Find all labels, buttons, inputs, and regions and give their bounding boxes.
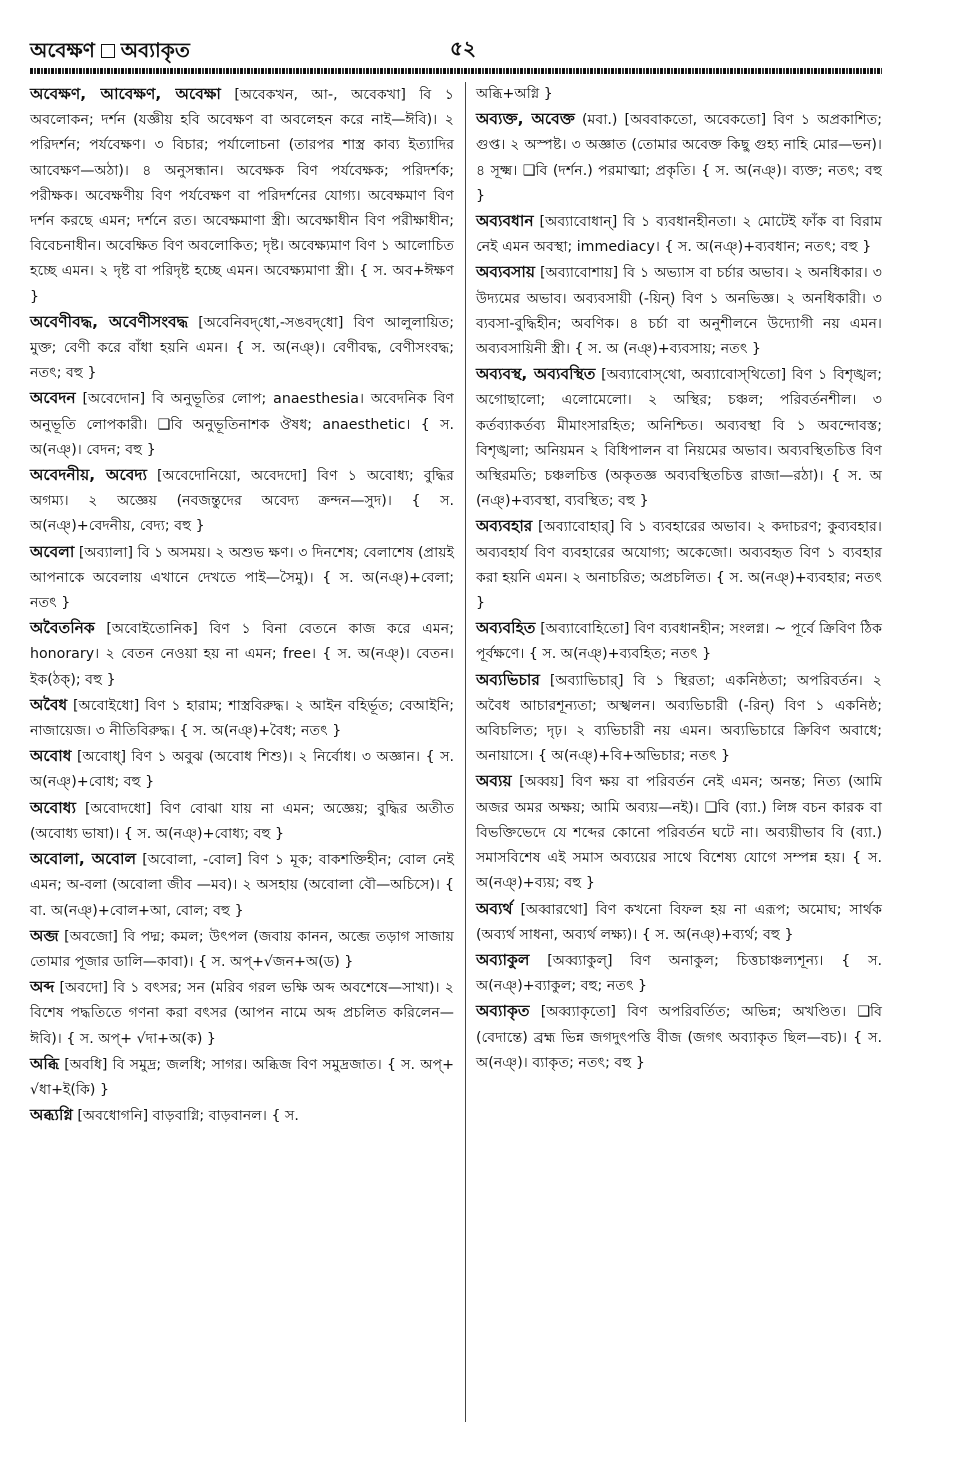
entry-definition: অব্ধি+অগ্নি } xyxy=(476,86,553,102)
dictionary-entry xyxy=(30,616,454,693)
entry-headword: অবেদনীয়, অবেদ্য xyxy=(30,466,147,485)
dictionary-entry xyxy=(476,260,882,362)
dictionary-entry xyxy=(30,540,454,617)
entry-headword: অব্যক্ত, অবেক্ত xyxy=(476,110,575,129)
entry-headword: অব্যবসায় xyxy=(476,263,536,282)
entry-definition: [অব্যাবোহার্] বি ১ ব্যবহারের অভাব। ২ কদাচরণ; কুব্যবহার। অব্যবহার্য বিণ ব্যবহারের অযোগ্য; অকেজো। অব্যবহৃত বিণ ১ ব্যবহার করা হয়নি এমন। ২ অনাচরিত; অপ্রচলিত। { স. অ(নঞ্)+ব্যবহার; নতৎ } xyxy=(476,519,883,612)
entry-headword: অব্ধ্যগ্নি xyxy=(30,1106,73,1125)
entry-definition: [অব্যাবোহিতো] বিণ ব্যবধানহীন; সংলগ্ন। ~ পূর্বে ক্রিবিণ ঠিক পূর্বক্ষণে। { স. অ(নঞ্)+ব্যবহিত; নতৎ } xyxy=(476,621,882,663)
entry-definition: [অবোইতোনিক] বিণ ১ বিনা বেতনে কাজ করে এমন; honorary। ২ বেতন নেওয়া হয় না এমন; free। { স. অ(নঞ্)। বেতন। ইক(ঠক্); বহু } xyxy=(30,621,454,688)
entry-definition: [অবোলা, -বোল] বিণ ১ মূক; বাকশক্তিহীন; বোল নেই এমন; অ-বলা (অবোলা জীব —মব)। ২ অসহায় (অবোলা বৌ—অচিসে)। { বা. অ(নঞ্)+বোল+আ, বোল; বহু } xyxy=(30,852,454,919)
dictionary-entry xyxy=(30,693,454,744)
dictionary-entry xyxy=(476,107,882,209)
dictionary-entry xyxy=(476,82,882,107)
dictionary-entry xyxy=(476,209,882,260)
dictionary-entry xyxy=(476,897,882,948)
dictionary-entry xyxy=(30,386,454,463)
entry-headword: অবেলা xyxy=(30,542,75,561)
dictionary-entry xyxy=(30,847,454,924)
entry-definition: [অব্ব্যাকৃতো] বিণ অপরিবর্তিত; অভিন্ন; অখণ্ডিত। ❑বি (বেদান্তে) ব্রহ্ম ভিন্ন জগদুৎপত্তি বীজ (জগৎ অব্যাকৃত ছিল—বচ)। { স. অ(নঞ্)। ব্যাকৃত; নতৎ; বহু } xyxy=(476,1004,883,1071)
dictionary-entry xyxy=(30,796,454,847)
entry-definition: [অবজো] বি পদ্ম; কমল; উৎপল (জবায় কানন, অব্জে তড়াগ সাজায় তোমার পূজার ডালি—কাবা)। { স. অপ্+√জন+অ(ড) } xyxy=(30,928,454,970)
entry-headword: অব্জ xyxy=(30,926,59,945)
entry-definition: [অব্যাবোশায়] বি ১ অভ্যাস বা চর্চার অভাব। ২ অনধিকার। ৩ উদ্যমের অভাব। অব্যবসায়ী (-য়িন্) বিণ ১ অনভিজ্ঞ। ২ অনধিকারী। ৩ ব্যবসা-বুদ্ধিহীন; অবণিক। ৪ চর্চা বা অনুশীলনে উদ্যোগী নয় এমন। অব্যবসায়িনী স্ত্রী। { স. অ (নঞ্)+ব্যবসায়; নতৎ } xyxy=(476,265,882,358)
entry-definition: [অব্যাভিচার্] বি ১ স্থিরতা; একনিষ্ঠতা; অপরিবর্তন। ২ অবৈধ আচারশূন্যতা; অস্খলন। অব্যভিচারী (-রিন্) বিণ ১ একনিষ্ঠ; অবিচলিত; দৃঢ়। ২ ব্যভিচারী নয় এমন। অব্যভিচারে ক্রিবিণ অবাধে; অনায়াসে। { অ(নঞ্)+বি+অভিচার; নতৎ } xyxy=(476,672,882,765)
dictionary-entry xyxy=(476,668,882,770)
entry-definition: [অব্বারথো] বিণ কখনো বিফল হয় না এরূপ; অমোঘ; সার্থক (অব্যর্থ সাধনা, অব্যর্থ লক্ষ্য)। { স. অ(নঞ্)+ব্যর্থ; বহু } xyxy=(476,901,883,943)
entry-headword: অব্যবহার xyxy=(476,517,533,536)
entry-definition: [অবেনিবদ্‌ধো,-সঙবদ্‌ধো] বিণ আলুলায়িত; মুক্ত; বেণী করে বাঁধা হয়নি এমন। { স. অ(নঞ্)। বেণীবদ্ধ, বেণীসংবদ্ধ; নতৎ; বহু } xyxy=(30,314,454,382)
entry-definition: [অব্যাবোস্‌থো, অব্যাবোস্‌থিতো] বিণ ১ বিশৃঙ্খল; অগোছালো; এলোমেলো। ২ অস্থির; চঞ্চল; পরিবর্তনশীল। ৩ কর্তব্যাকর্তব্য মীমাংসারহিত; অনিশ্চিত। অব্যবস্থা বি ১ অবন্দোবস্ত; বিশৃঙ্খলা; অনিয়মন ২ বিধিপালন বা নিয়মের অভাব। অব্যবস্থিতচিত্ত বিণ অস্থিরমতি; চঞ্চলচিত্ত (অকৃতজ্ঞ অব্যবস্থিতচিত্ত রাজা—রঠা)। { স. অ (নঞ্)+ব্যবস্থা, ব্যবস্থিত; বহু } xyxy=(476,367,883,510)
entry-definition: [অবোদধো] বিণ বোঝা যায় না এমন; অজ্ঞেয়; বুদ্ধির অতীত (অবোধ্য ভাষা)। { স. অ(নঞ্)+বোধ্য; বহু } xyxy=(30,800,455,842)
entry-definition: [অব্বয়] বিণ ক্ষয় বা পরিবর্তন নেই এমন; অনন্ত; নিত্য (আমি অজর অমর অক্ষয়; আমি অব্যয়—নই)। ❑বি (ব্যা.) লিঙ্গ বচন কারক বা বিভক্তিভেদে যে শব্দের কোনো পরিবর্তন ঘটে না। অব্যয়ীভাব বি (ব্যা.) সমাসবিশেষ এই সমাস অব্যয়ের সাথে বিশেষ্য যোগে সম্পন্ন হয়। { স. অ(নঞ্)+ব্যয়; বহু } xyxy=(476,774,882,892)
dictionary-entry xyxy=(476,616,882,667)
entry-definition: [অব্ব্যাকুল্] বিণ অনাকুল; চিত্তচাঞ্চল্যশূন্য। { স. অ(নঞ্)+ব্যাকুল; বহু; নতৎ } xyxy=(476,952,883,995)
entry-headword: অবেক্ষণ, আবেক্ষণ, অবেক্ষা xyxy=(30,85,221,103)
dictionary-entry xyxy=(30,1103,454,1129)
column-divider xyxy=(465,82,466,1422)
entry-headword: অব্যবহিত xyxy=(476,619,536,638)
dictionary-entry xyxy=(30,924,454,975)
entry-headword: অব্যর্থ xyxy=(476,899,513,918)
dictionary-entry xyxy=(476,999,882,1076)
dictionary-entry xyxy=(476,769,882,896)
left-column xyxy=(30,82,454,1129)
entry-headword: অবোধ্য xyxy=(30,798,76,817)
entry-headword: অব্যাকুল xyxy=(476,950,530,969)
entry-definition: [অবদো] বি ১ বৎসর; সন (মরিব গরল ভক্ষি অব্দ অবশেষে—সাখা)। ২ বিশেষ পদ্ধতিতে গণনা করা বৎসর (আপন নামে অব্দ প্রচলিত করিলেন—ঈবি)। { স. অপ্+ √দা+অ(ক) } xyxy=(30,980,454,1047)
dictionary-entry xyxy=(30,310,454,387)
entry-headword: অবৈতনিক xyxy=(30,619,95,638)
entry-definition: [অবধোগনি] বাড়বাগ্নি; বাড়বানল। { স. xyxy=(77,1108,299,1125)
entry-headword: অবৈধ xyxy=(30,695,68,714)
square-separator-icon xyxy=(101,44,115,58)
entry-headword: অব্যভিচার xyxy=(476,670,540,689)
guide-word-last: অব্যাকৃত xyxy=(120,38,190,62)
guide-word-first: অবেক্ষণ xyxy=(30,38,95,62)
entry-headword: অবোধ xyxy=(30,747,72,766)
entry-definition: [অবেকখন, আ-, অবেকখা] বি ১ অবলোকন; দর্শন (যজ্ঞীয় হবি অবেক্ষণ বা অবলেহন করে নাই—ঈবি)। ২ পরিদর্শন; পর্যবেক্ষণ। ৩ বিচার; পর্যালোচনা (তারপর শাস্ত্র কাব্য ইত্যাদির আবেক্ষণ—অঠা)। ৪ অনুসন্ধান। অবেক্ষক বিণ পর্যবেক্ষক; পরিদর্শক; পরীক্ষক। অবেক্ষণীয় বিণ পর্যবেক্ষণ বা পরিদর্শনের যোগ্য। অবেক্ষমাণ বিণ দর্শন করছে এমন; দর্শনে রত। অবেক্ষমাণা স্ত্রী। অবেক্ষাধীন বিণ পরীক্ষাধীন; বিবেচনাধীন। অবেক্ষিত বিণ অবলোকিত; দৃষ্ট। অবেক্ষ্যমাণ বিণ ১ আলোচিত হচ্ছে এমন। ২ দৃষ্ট বা পরিদৃষ্ট হচ্ছে এমন। অবেক্ষ্যমাণা স্ত্রী। { স. অব+ঈক্ষণ } xyxy=(30,87,454,305)
entry-definition: [অবোইধো] বিণ ১ হারাম; শাস্ত্রবিরুদ্ধ। ২ আইন বহির্ভূত; বেআইনি; নাজায়েজ। ৩ নীতিবিরুদ্ধ। { স. অ(নঞ্)+বৈধ; নতৎ } xyxy=(30,697,454,740)
dictionary-entry xyxy=(30,744,454,795)
entry-definition: [অবেদোনিয়ো, অবেদদো] বিণ ১ অবোধ্য; বুদ্ধির অগম্য। ২ অজ্ঞেয় (নবজন্তুদের অবেদ্য ক্রন্দন—সুদ)। { স. অ(নঞ্)+বেদনীয়, বেদ্য; বহু } xyxy=(30,468,454,535)
dictionary-entry xyxy=(476,514,882,616)
entry-definition: [অব্যাবোধান্] বি ১ ব্যবধানহীনতা। ২ মোটেই ফাঁক বা বিরাম নেই এমন অবস্থা; immediacy। { স. অ(নঞ্)+ব্যবধান; নতৎ; বহু } xyxy=(476,214,882,256)
entry-definition: (মবা.) [অববাকতো, অবেকতো] বিণ ১ অপ্রকাশিত; গুপ্ত। ২ অস্পষ্ট। ৩ অজ্ঞাত (তোমার অবেক্ত কিছু গুহ্য নাহি মোর—ভন)। ৪ সূক্ষ্ম। ❑বি (দর্শন.) পরমাত্মা; প্রকৃতি। { স. অ(নঞ্)। ব্যক্ত; নতৎ; বহু } xyxy=(476,112,882,204)
entry-headword: অব্দ xyxy=(30,978,55,997)
page-number: ৫২ xyxy=(450,36,476,60)
entry-definition: [অবধি] বি সমুদ্র; জলধি; সাগর। অব্ধিজ বিণ সমুদ্রজাত। { স. অপ্+ √ধা+ই(কি) } xyxy=(30,1056,455,1098)
entry-headword: অব্যবস্থ, অব্যবস্থিত xyxy=(476,365,596,384)
right-column xyxy=(476,82,882,1076)
entry-definition: [অবোধ্] বিণ ১ অবুঝ (অবোধ শিশু)। ২ নির্বোধ। ৩ অজ্ঞান। { স. অ(নঞ্)+বোধ; বহু } xyxy=(30,749,454,791)
entry-definition: [অব্যালা] বি ১ অসময়। ২ অশুভ ক্ষণ। ৩ দিনশেষ; বেলাশেষ (প্রায়ই আপনাকে অবেলায় এখানে দেখতে পাই—সৈমু)। { স. অ(নঞ্)+বেলা; নতৎ } xyxy=(30,544,454,612)
dictionary-entry xyxy=(476,362,882,514)
header-rule xyxy=(30,68,882,74)
entry-headword: অবেদন xyxy=(30,389,76,408)
page-header xyxy=(30,30,910,70)
dictionary-entry xyxy=(30,1052,454,1103)
entry-headword: অব্যবধান xyxy=(476,212,534,231)
dictionary-entry xyxy=(476,948,882,999)
guide-words xyxy=(30,36,190,69)
dictionary-entry xyxy=(30,82,454,310)
dictionary-entry xyxy=(30,463,454,540)
entry-headword: অব্যাকৃত xyxy=(476,1002,530,1021)
entry-headword: অব্যয় xyxy=(476,772,512,791)
entry-definition: [অবেদোন] বি অনুভূতির লোপ; anaesthesia। অবেদনিক বিণ অনুভূতি লোপকারী। ❑বি অনুভূতিনাশক ঔষধ; anaesthetic। { স. অ(নঞ্)। বেদন; বহু } xyxy=(30,391,454,458)
entry-headword: অবোলা, অবোল xyxy=(30,850,137,869)
dictionary-entry xyxy=(30,975,454,1052)
entry-headword: অবেণীবদ্ধ, অবেণীসংবদ্ধ xyxy=(30,312,189,331)
entry-headword: অব্ধি xyxy=(30,1054,59,1073)
